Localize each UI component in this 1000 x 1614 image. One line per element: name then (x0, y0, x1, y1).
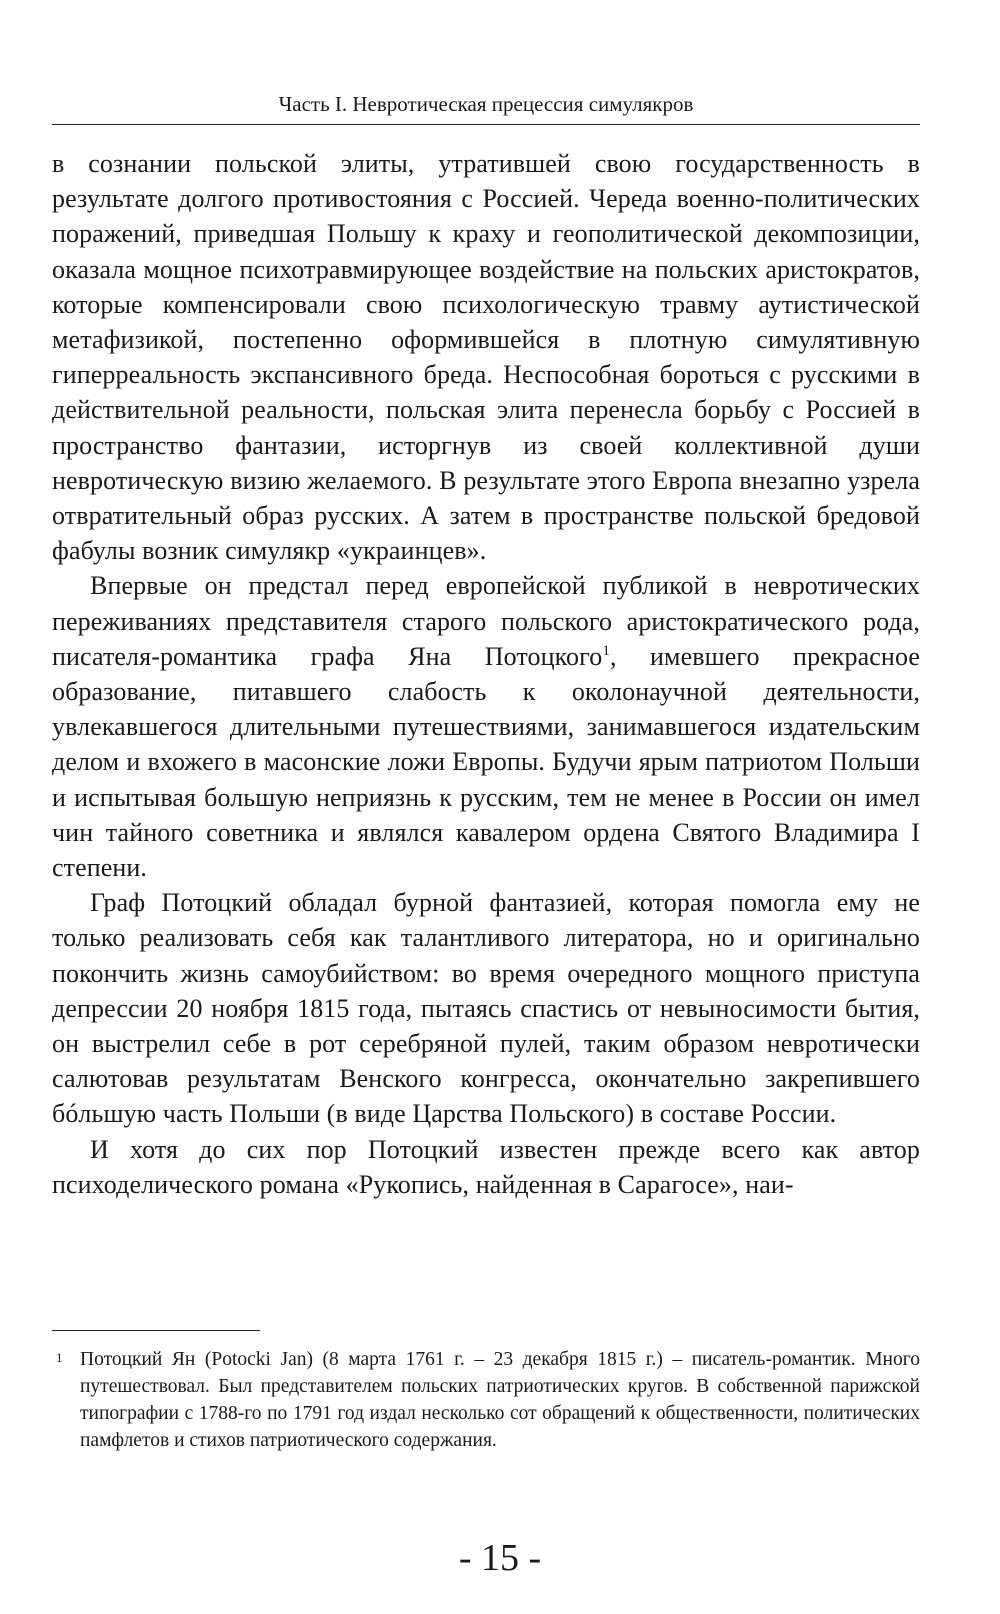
footnote (52, 1346, 920, 1454)
paragraph-3: Граф Потоцкий обладал бурной фантазией, которая помогла ему не только реализовать себя как талантливого литератора, но и оригинально покончить жизнь самоубийством: во время очередного мощного приступа депрессии 20 ноября 1815 года, пытаясь спастись от невыносимости бытия, он выстрелил себе в рот серебряной пулей, таким образом невротически салютовав результатам Венского конгресса, окончательно закрепившего бóльшую часть Польши (в виде Царства Польского) в составе России. (52, 888, 920, 1129)
footnote-marker: 1 (56, 1350, 63, 1365)
main-text (52, 146, 920, 1202)
footnote-divider (52, 1330, 260, 1331)
paragraph-2-start: Впервые он предстал перед европейской публикой в невротических переживаниях представителя старого польского аристократического рода, писателя-романтика графа Яна Потоцкого (52, 571, 920, 671)
paragraph-2 (52, 568, 920, 885)
paragraph-2-end: , имевшего прекрасное образование, питавшего слабость к околонаучной деятельности, увлекавшегося длительными путешествиями, занимавшегося издательским делом и вхожего в масонские ложи Европы. Будучи ярым патриотом Польши и испытывая большую неприязнь к русским, тем не менее в России он имел чин тайного советника и являлся кавалером ордена Святого Владимира I степени. (52, 641, 920, 883)
footnote-text: Потоцкий Ян (Potocki Jan) (8 марта 1761 г. – 23 декабря 1815 г.) – писатель-романтик. Много путешествовал. Был представителем польских патриотических кругов. В собственной парижской типографии с 1788-го по 1791 год издал несколько сот обращений к общественности, политических памфлетов и стихов патриотического содержания. (80, 1349, 920, 1451)
running-header: Часть I. Невротическая прецессия симулякров (278, 92, 694, 116)
paragraph-1: в сознании польской элиты, утратившей свою государственность в результате долгого противостояния с Россией. Череда военно-политических поражений, приведшая Польшу к краху и геополитической декомпозиции, оказала мощное психотравмирующее воздействие на польских аристократов, которые компенсировали свою психологическую травму аутистической метафизикой, постепенно оформившейся в плотную симулятивную гиперреальность экспансивного бреда. Неспособная бороться с русскими в действительной реальности, польская элита перенесла борьбу с Россией в пространство фантазии, исторгнув из своей коллективной души невротическую визию желаемого. В результате этого Европа внезапно узрела отвратительный образ русских. А затем в пространстве польской бредовой фабулы возник симулякр «украинцев». (52, 149, 920, 566)
paragraph-4: И хотя до сих пор Потоцкий известен прежде всего как автор психоделического романа «Рукопись, найденная в Сарагосе», наи- (52, 1134, 920, 1199)
page-number: - 15 - (458, 1537, 542, 1579)
footnote-reference[interactable]: 1 (602, 642, 610, 659)
header-divider (52, 124, 920, 125)
